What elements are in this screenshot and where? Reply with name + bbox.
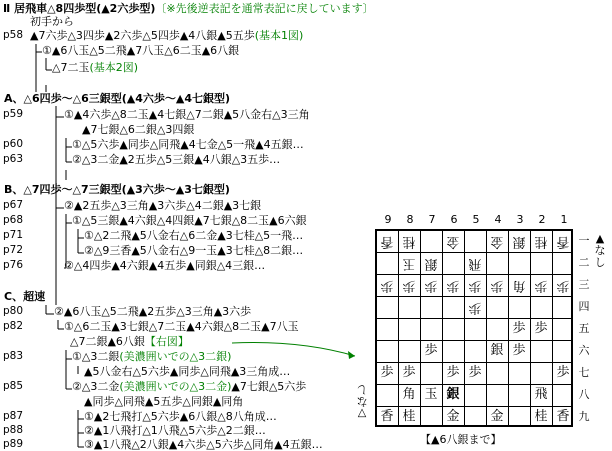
doc-title-note: 〔※先後逆表記を通常表記に戻しています〕 — [155, 2, 374, 15]
move-text: ▲7七銀△6二銀△3四銀 — [82, 123, 195, 136]
page-number: p87 — [3, 410, 24, 422]
move-text: ②△3二金▲2五歩△5三銀▲4八銀△3五歩… — [72, 153, 281, 166]
gote-piece: 香 — [556, 234, 570, 249]
gote-piece: 桂 — [534, 234, 548, 249]
move-text: ▲7七銀△5六歩 — [231, 380, 307, 393]
gote-piece: 銀 — [512, 234, 526, 249]
page-number: p82 — [3, 320, 24, 332]
gote-piece: 歩 — [446, 278, 460, 293]
move-text: ②▲6八玉△5二飛▲2五歩△3三角▲3六歩 — [54, 305, 252, 318]
sente-piece: 香 — [556, 409, 570, 424]
gote-piece: 香 — [380, 234, 394, 249]
page-number: p60 — [3, 138, 24, 150]
gote-piece: 歩 — [490, 278, 504, 293]
gote-piece: 飛 — [468, 256, 482, 271]
sente-piece: 銀 — [490, 343, 504, 358]
gote-piece: 歩 — [468, 278, 482, 293]
rank-label: 八 — [578, 388, 590, 401]
rank-label: 五 — [578, 322, 590, 335]
move-text: A、△6四歩〜△6三銀型(▲4六歩〜▲4七銀型) — [4, 92, 231, 105]
sente-piece: 歩 — [402, 365, 416, 380]
move-text: ②△9三香▲5八金右△9一玉▲3七桂△8二銀… — [84, 244, 304, 257]
rank-label: 四 — [578, 300, 590, 313]
sente-piece: 歩 — [534, 321, 548, 336]
move-text: ▲同歩△同飛▲5五歩△同銀▲同角 — [84, 395, 244, 408]
gote-piece: 角 — [512, 278, 526, 293]
note-text: 【右図】 — [144, 335, 189, 348]
move-text: ①▲6八玉△5二飛▲7八玉△6二玉▲6八銀 — [42, 44, 240, 57]
move-text: △7二銀▲6八銀 — [70, 335, 145, 348]
note-text: (基本2図) — [89, 61, 139, 74]
sente-piece: 桂 — [534, 409, 548, 424]
sente-piece: 歩 — [446, 365, 460, 380]
board-caption: 【▲6八銀まで】 — [420, 433, 502, 446]
gote-piece: 歩 — [424, 278, 438, 293]
page-number: p89 — [3, 438, 24, 450]
move-text: ①△6二玉▲3七銀△7二玉▲4六銀△8二玉▲7八玉 — [64, 320, 299, 333]
file-label: 7 — [428, 213, 436, 226]
sente-piece: 金 — [490, 409, 504, 424]
page-number: p68 — [3, 214, 24, 226]
sente-piece: 歩 — [380, 365, 394, 380]
sente-piece: 歩 — [512, 321, 526, 336]
sente-piece: 香 — [380, 409, 394, 424]
move-text: C、超速 — [4, 290, 46, 303]
page-number: p85 — [3, 380, 24, 392]
sente-piece: 歩 — [556, 365, 570, 380]
move-text: ③▲1八飛△2八銀▲4六歩△5六歩△同角▲4五銀… — [84, 438, 323, 451]
file-label: 8 — [406, 213, 414, 226]
page-number: p76 — [3, 259, 24, 271]
move-text: ①△3二銀 — [72, 350, 120, 363]
sente-piece: 歩 — [468, 365, 482, 380]
sente-piece: 角 — [402, 387, 416, 402]
gote-piece: 桂 — [402, 234, 416, 249]
move-text: 初手から — [30, 15, 74, 28]
rank-label: 九 — [578, 410, 590, 423]
note-text: (美濃囲いでの△3二銀) — [119, 350, 232, 363]
gote-piece: 歩 — [556, 278, 570, 293]
move-text: ①▲2七飛打△5六歩▲6八銀△8八角成… — [84, 410, 277, 423]
gote-piece: 玉 — [402, 256, 416, 271]
gote-piece: 歩 — [468, 300, 482, 315]
sente-piece: 銀 — [446, 387, 460, 402]
move-text: ②▲2五歩△3三角▲3六歩△4二銀▲3七銀 — [64, 199, 262, 212]
doc-title-main: Ⅱ 居飛車△8四歩型(▲2六歩型) — [3, 2, 156, 15]
move-text: ②△4四歩▲4六銀▲4五歩▲同銀△4三銀… — [64, 259, 266, 272]
gote-piece: 歩 — [402, 278, 416, 293]
page-number: p63 — [3, 153, 24, 165]
file-label: 2 — [538, 213, 546, 226]
sente-hand-label: ▲なし — [594, 232, 606, 269]
rank-label: 六 — [578, 344, 590, 357]
file-label: 5 — [472, 213, 480, 226]
file-label: 1 — [560, 213, 568, 226]
shogi-board — [375, 229, 573, 427]
gote-piece: 金 — [490, 234, 504, 249]
gote-hand-label: ▽なし — [356, 383, 368, 420]
file-label: 6 — [450, 213, 458, 226]
page-number: p83 — [3, 350, 24, 362]
rank-label: 七 — [578, 366, 590, 379]
note-text: (基本1図) — [254, 29, 304, 42]
move-text: ①△5三銀▲4六銀△4四銀▲7七銀△8二玉▲6六銀 — [72, 214, 307, 227]
sente-piece: 歩 — [512, 343, 526, 358]
page-number: p72 — [3, 244, 24, 256]
rank-label: 一 — [578, 234, 590, 247]
move-text: ①▲4六歩△8二玉▲4七銀△7二銀▲5八金右△3三角 — [64, 108, 310, 121]
move-text: ▲5八金右△5六歩▲同歩△同飛▲3三角成… — [84, 365, 291, 378]
file-label: 4 — [494, 213, 502, 226]
gote-piece: 歩 — [534, 278, 548, 293]
page-number: p58 — [3, 29, 24, 41]
move-text: ▲7六歩△3四歩▲2六歩△5四歩▲4八銀▲5五歩 — [30, 29, 255, 42]
file-label: 3 — [516, 213, 524, 226]
sente-piece: 飛 — [534, 387, 548, 402]
grid-line — [486, 231, 487, 425]
gote-piece: 金 — [446, 234, 460, 249]
page-number: p88 — [3, 424, 24, 436]
sente-piece: 金 — [446, 409, 460, 424]
grid-line — [552, 231, 553, 425]
page-number: p67 — [3, 199, 24, 211]
move-text: △7二玉 — [52, 61, 90, 74]
move-text: ②△3二金 — [72, 380, 120, 393]
sente-piece: 玉 — [424, 387, 438, 402]
gote-piece: 歩 — [380, 278, 394, 293]
move-text: ②▲1八飛打△1八飛△5六歩△2二銀… — [84, 424, 266, 437]
move-text: B、△7四歩〜△7三銀型(▲3六歩〜▲3七銀型) — [4, 183, 230, 196]
sente-piece: 桂 — [402, 409, 416, 424]
rank-label: 二 — [578, 256, 590, 269]
gote-piece: 銀 — [424, 256, 438, 271]
page-number: p59 — [3, 108, 24, 120]
page-number: p71 — [3, 229, 24, 241]
rank-label: 三 — [578, 278, 590, 291]
move-text: ①△2二飛▲5八金右△6二金▲3七桂△5一飛… — [84, 229, 304, 242]
move-text: ①△5六歩▲同歩△同飛▲4七金△5一飛▲4五銀… — [72, 138, 304, 151]
page-number: p80 — [3, 305, 24, 317]
sente-piece: 歩 — [424, 343, 438, 358]
file-label: 9 — [384, 213, 392, 226]
note-text: (美濃囲いでの△3二金) — [119, 380, 232, 393]
grid-line — [377, 340, 571, 341]
